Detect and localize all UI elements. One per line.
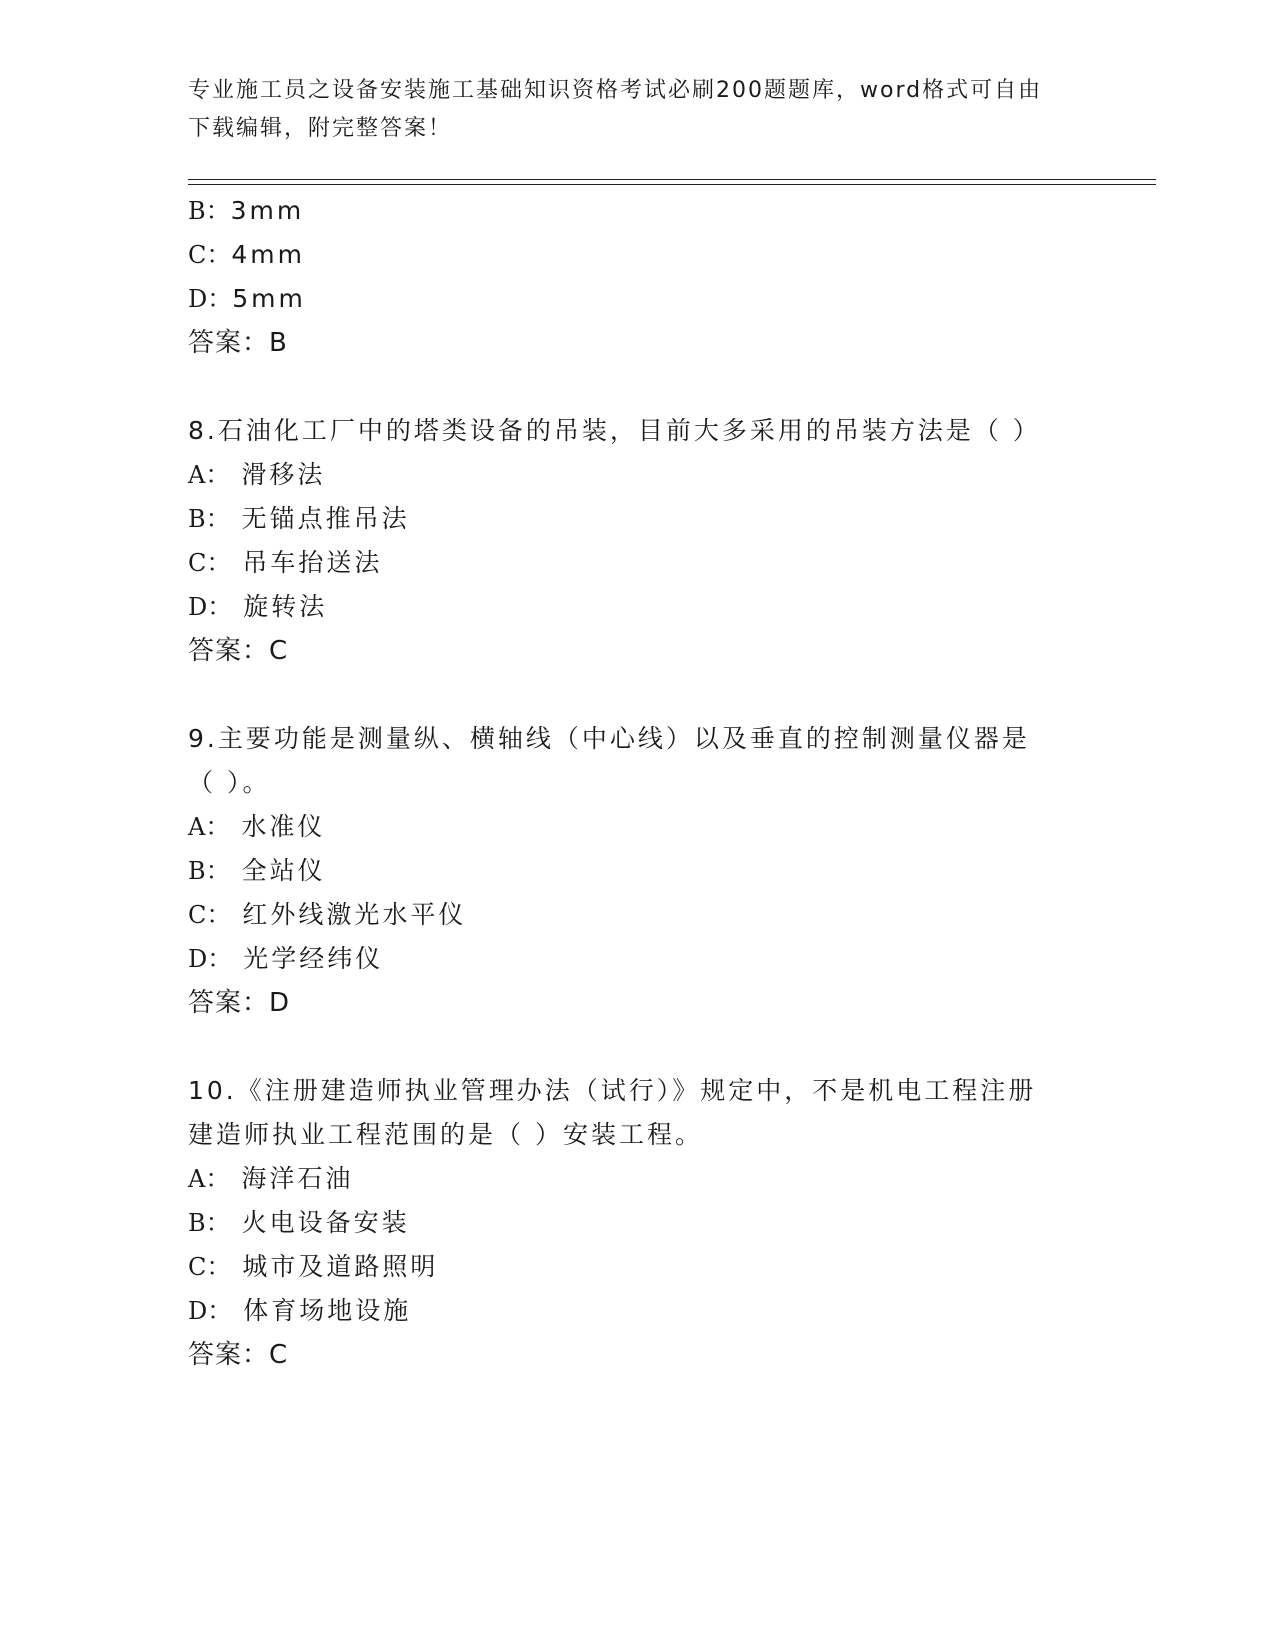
option-b: B： 无锚点推吊法 [188,504,410,533]
option-b: B：3mm [188,196,305,225]
option-a: A： 水准仪 [188,812,326,841]
option-text: 火电设备安装 [241,1208,410,1237]
question-stem: 9.主要功能是测量纵、横轴线（中心线）以及垂直的控制测量仪器是 [188,724,1030,753]
option-text: 海洋石油 [241,1164,354,1193]
question-stem: 8.石油化工厂中的塔类设备的吊装，目前大多采用的吊装方法是（ ） [188,416,1041,445]
option-text: 水准仪 [241,812,326,841]
option-text: 红外线激光水平仪 [242,900,467,929]
answer-line: 答案：C [188,1340,289,1370]
question-stem-continued: 建造师执业工程范围的是（ ）安装工程。 [188,1120,703,1149]
option-c: C：4mm [188,240,306,269]
option-c: C： 红外线激光水平仪 [188,900,467,929]
option-d: D：5mm [188,284,306,313]
option-c: C： 吊车抬送法 [188,548,383,577]
option-text: 光学经纬仪 [243,944,384,973]
option-text: 吊车抬送法 [242,548,383,577]
option-text: 3mm [230,196,305,225]
option-text: 无锚点推吊法 [241,504,410,533]
option-text: 滑移法 [241,460,326,489]
header-line-2: 下载编辑，附完整答案！ [188,116,453,141]
answer-line: 答案：C [188,636,289,666]
option-text: 城市及道路照明 [242,1252,439,1281]
option-b: B： 全站仪 [188,856,326,885]
option-text: 体育场地设施 [243,1296,412,1325]
header-divider-top [188,179,1156,180]
option-d: D： 光学经纬仪 [188,944,384,973]
option-d: D： 体育场地设施 [188,1296,412,1325]
question-stem-continued: （ ）。 [188,768,271,797]
option-a: A： 海洋石油 [188,1164,354,1193]
header-divider-bottom [188,184,1156,185]
option-text: 4mm [231,240,306,269]
header-line-1: 专业施工员之设备安装施工基础知识资格考试必刷200题题库，word格式可自由 [188,78,1043,103]
option-b: B： 火电设备安装 [188,1208,410,1237]
option-text: 旋转法 [243,592,328,621]
option-c: C： 城市及道路照明 [188,1252,439,1281]
option-text: 全站仪 [241,856,326,885]
document-header [188,72,1088,148]
option-text: 5mm [232,284,306,313]
answer-line: 答案：B [188,328,288,358]
option-a: A： 滑移法 [188,460,326,489]
question-stem: 10.《注册建造师执业管理办法（试行）》规定中，不是机电工程注册 [188,1076,1037,1105]
option-d: D： 旋转法 [188,592,328,621]
answer-line: 答案：D [188,988,291,1018]
